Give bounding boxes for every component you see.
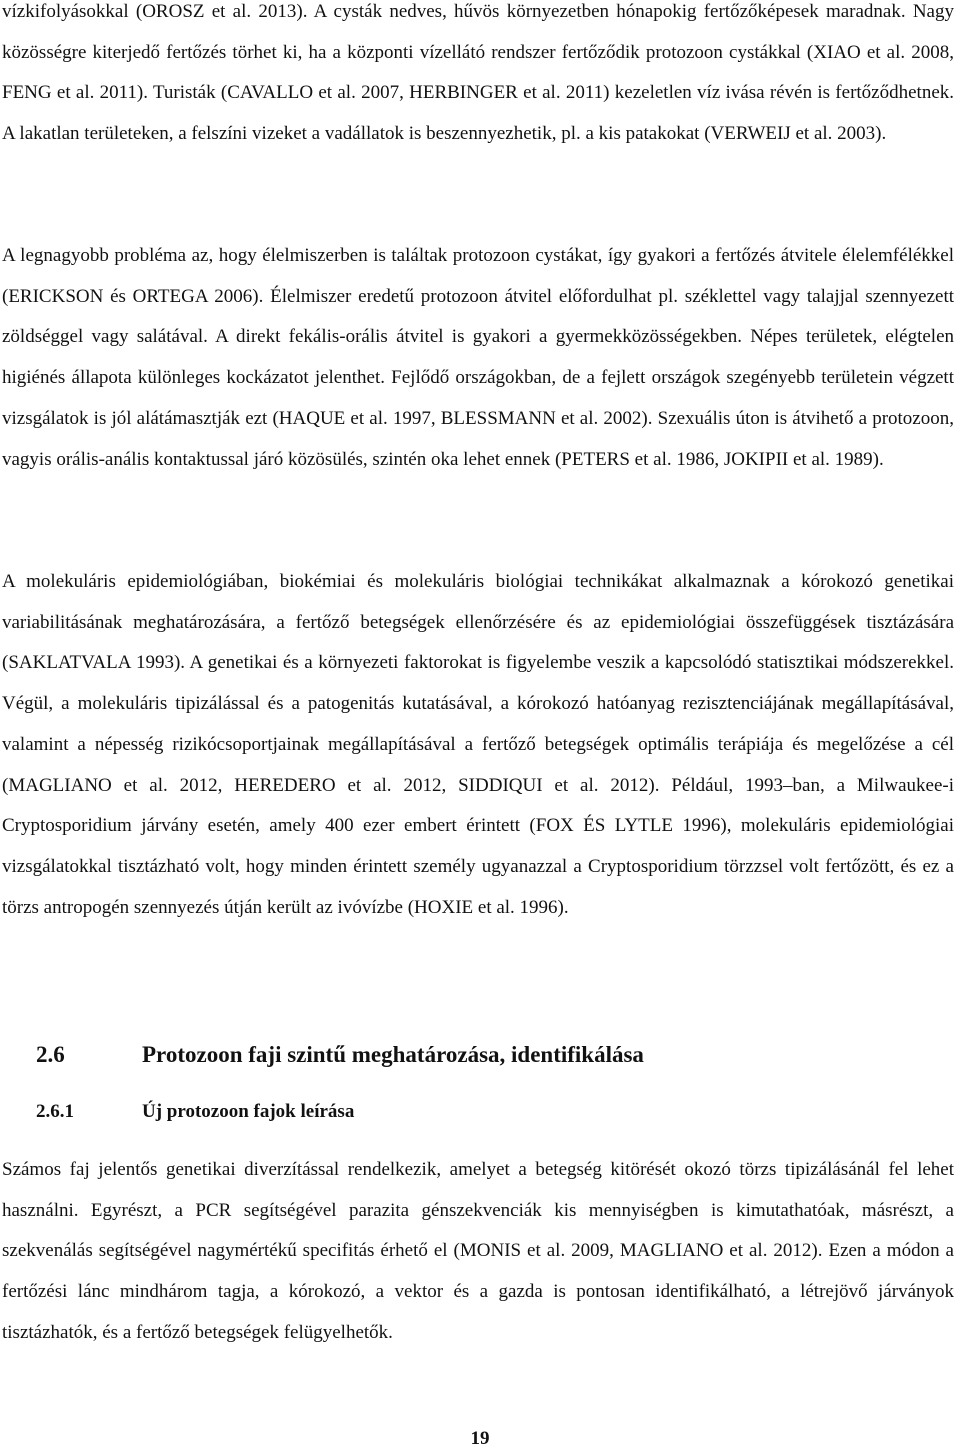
section-heading — [36, 1042, 644, 1068]
paragraph-water-transmission: vízkifolyásokkal (OROSZ et al. 2013). A cysták nedves, hűvös környezetben hónapokig fertőzőképesek maradnak. Nagy közösségre kiterjedő fertőzés törhet ki, ha a központi vízellátó rendszer fertőződik protozoon cystákkal (XIAO et al. 2008, FENG et al. 2011). Turisták (CAVALLO et al. 2007, HERBINGER et al. 2011) kezeletlen víz ivása révén is fertőződhetnek. A lakatlan területeken, a felszíni vizeket a vadállatok is beszennyezhetik, pl. a kis patakokat (VERWEIJ et al. 2003). — [2, 1, 954, 145]
section-title: Protozoon faji szintű meghatározása, identifikálása — [142, 1042, 644, 1067]
paragraph-molecular-epidemiology: A molekuláris epidemiológiában, biokémiai és molekuláris biológiai technikákat alkalmaznak a kórokozó genetikai variabilitásának meghatározására, a fertőző betegségek ellenőrzésére és az epidemiológiai összefüggések tisztázására (SAKLATVALA 1993). A genetikai és a környezeti faktorokat is figyelembe veszik a kapcsolódó statisztikai módszerekkel. Végül, a molekuláris tipizálással és a patogenitás kutatásával, a kórokozó hatóanyag rezisztenciájának megállapításával, valamint a népesség rizikócsoportjainak megállapításával a fertőző betegségek optimális terápiája és megelőzése a cél (MAGLIANO et al. 2012, HEREDERO et al. 2012, SIDDIQUI et al. 2012). Például, 1993–ban, a Milwaukee-i Cryptosporidium járvány esetén, amely 400 ezer embert érintett (FOX ÉS LYTLE 1996), molekuláris epidemiológiai vizsgálatokkal tisztázható volt, hogy minden érintett személy ugyanazzal a Cryptosporidium törzzsel volt fertőzött, és ez a törzs antropogén szennyezés útján került az ivóvízbe (HOXIE et al. 1996). — [2, 571, 954, 918]
subsection-heading — [36, 1101, 354, 1123]
paragraph-food-transmission: A legnagyobb probléma az, hogy élelmiszerben is találtak protozoon cystákat, így gyakori a fertőzés átvitele élelemfélékkel (ERICKSON és ORTEGA 2006). Élelmiszer eredetű protozoon átvitel előfordulhat pl. széklettel vagy talajjal szennyezett zöldséggel vagy salátával. A direkt fekális-orális átvitel is gyakori a gyermekközösségekben. Népes területek, elégtelen higiénés állapota különleges kockázatot jelenthet. Fejlődő országokban, de a fejlett országok szegényebb területein végzett vizsgálatok is jól alátámasztják ezt (HAQUE et al. 1997, BLESSMANN et al. 2002). Szexuális úton is átvihető a protozoon, vagyis orális-anális kontaktussal járó közösülés, szintén oka lehet ennek (PETERS et al. 1986, JOKIPII et al. 1989). — [2, 245, 954, 470]
subsection-title: Új protozoon fajok leírása — [142, 1101, 355, 1122]
paragraph-genetic-diversity: Számos faj jelentős genetikai diverzítással rendelkezik, amelyet a betegség kitörését okozó törzs tipizálásánál fel lehet használni. Egyrészt, a PCR segítségével parazita génszekvenciák kis mennyiségben is kimutathatóak, másrészt, a szekvenálás segítségével nagymértékű specifitás érhető el (MONIS et al. 2009, MAGLIANO et al. 2012). Ezen a módon a fertőzési lánc mindhárom tagja, a kórokozó, a vektor és a gazda is pontosan identifikálható, a létrejövő járványok tisztázhatók, és a fertőző betegségek felügyelhetők. — [2, 1159, 954, 1343]
subsection-number: 2.6.1 — [36, 1101, 74, 1122]
section-number: 2.6 — [36, 1042, 65, 1067]
page-number: 19 — [470, 1428, 490, 1449]
